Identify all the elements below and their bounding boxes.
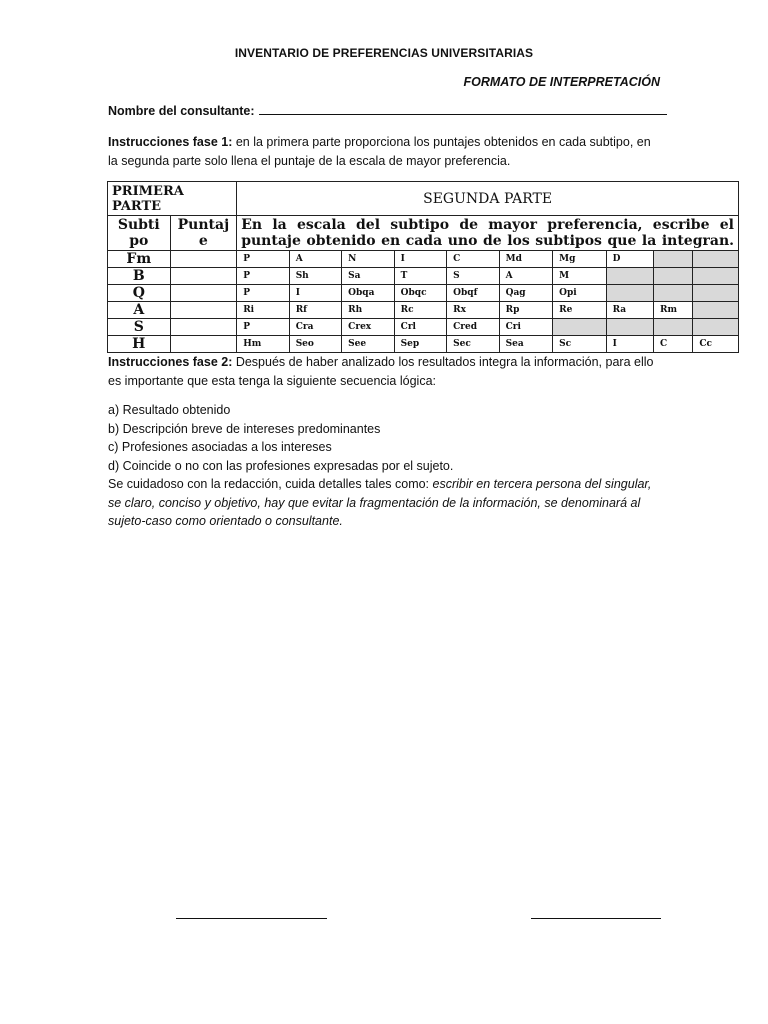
scale-cell[interactable]: Rh — [342, 302, 394, 319]
scale-cell[interactable]: Cri — [499, 319, 552, 336]
subtipo-cell: Fm — [108, 251, 171, 268]
scale-cell[interactable]: P — [237, 268, 289, 285]
puntaje-input-cell[interactable] — [170, 285, 237, 302]
scale-cell[interactable]: Sc — [553, 336, 606, 353]
scale-cell[interactable]: Crl — [394, 319, 446, 336]
scale-cell[interactable]: S — [447, 268, 499, 285]
puntaje-input-cell[interactable] — [170, 319, 237, 336]
scale-cell[interactable]: Opi — [553, 285, 606, 302]
scale-cell[interactable]: N — [342, 251, 394, 268]
scale-cell[interactable]: T — [394, 268, 446, 285]
disabled-cell — [553, 319, 606, 336]
list-item: c) Profesiones asociadas a los intereses — [108, 440, 332, 454]
table-row — [108, 285, 739, 302]
disabled-cell — [654, 285, 693, 302]
scale-cell[interactable]: M — [553, 268, 606, 285]
puntaje-input-cell[interactable] — [170, 302, 237, 319]
scale-cell[interactable]: Cra — [289, 319, 341, 336]
list-item: d) Coincide o no con las profesiones expresadas por el sujeto. — [108, 458, 454, 473]
phase1-instructions — [108, 133, 663, 170]
scale-cell[interactable]: Crex — [342, 319, 394, 336]
subtipo-cell: A — [108, 302, 171, 319]
puntaje-input-cell[interactable] — [170, 251, 237, 268]
scale-cell[interactable]: Cred — [447, 319, 499, 336]
scale-cell[interactable]: Md — [499, 251, 552, 268]
puntaje-input-cell[interactable] — [170, 268, 237, 285]
second-part-header: SEGUNDA PARTE — [237, 182, 739, 216]
disabled-cell — [654, 268, 693, 285]
puntaje-column-header: Puntaj e — [170, 216, 237, 251]
subtipo-cell: H — [108, 336, 171, 353]
consultant-name-label: Nombre del consultante: — [108, 104, 255, 118]
document-title: INVENTARIO DE PREFERENCIAS UNIVERSITARIAS — [234, 46, 534, 60]
sequence-list — [108, 401, 668, 531]
writing-note-prefix: Se cuidadoso con la redacción, cuida detalles tales como: — [108, 477, 433, 491]
phase2-text: Después de haber analizado los resultados integra la información, para ello es importante que esta tenga la siguiente secuencia lógica: — [108, 355, 654, 388]
scale-cell[interactable]: Obqf — [447, 285, 499, 302]
signature-line-right[interactable] — [531, 918, 661, 919]
signature-line-left[interactable] — [176, 918, 327, 919]
scale-cell[interactable]: Hm — [237, 336, 289, 353]
table-row — [108, 336, 739, 353]
scale-cell[interactable]: Obqc — [394, 285, 446, 302]
disabled-cell — [654, 251, 693, 268]
scale-cell[interactable]: P — [237, 251, 289, 268]
list-item: a) Resultado obtenido — [108, 403, 231, 417]
consultant-name-blank[interactable] — [259, 104, 667, 115]
scale-cell[interactable]: P — [237, 319, 289, 336]
scale-cell[interactable]: Rc — [394, 302, 446, 319]
scale-cell[interactable]: Obqa — [342, 285, 394, 302]
scale-cell[interactable]: I — [394, 251, 446, 268]
phase2-instructions — [108, 353, 663, 390]
subtipo-cell: Q — [108, 285, 171, 302]
scale-cell[interactable]: Sa — [342, 268, 394, 285]
disabled-cell — [606, 268, 653, 285]
scale-cell[interactable]: D — [606, 251, 653, 268]
scale-cell[interactable]: Seo — [289, 336, 341, 353]
scale-cell[interactable]: C — [654, 336, 693, 353]
scale-cell[interactable]: Rp — [499, 302, 552, 319]
table-row — [108, 268, 739, 285]
table-row — [108, 251, 739, 268]
scale-cell[interactable]: P — [237, 285, 289, 302]
writing-note-italic: escribir en tercera persona del singular, se claro, conciso y objetivo, hay que evitar la fragmentación de la información, se denominará al sujeto-caso como orientado o consultante. — [108, 477, 652, 528]
disabled-cell — [654, 319, 693, 336]
scale-cell[interactable]: Sep — [394, 336, 446, 353]
scale-cell[interactable]: A — [499, 268, 552, 285]
second-part-instruction: En la escala del subtipo de mayor preferencia, escribe el puntaje obtenido en cada uno de los subtipos que la integran. — [237, 216, 739, 251]
table-row — [108, 319, 739, 336]
phase1-text: en la primera parte proporciona los puntajes obtenidos en cada subtipo, en la segunda parte solo llena el puntaje de la escala de mayor preferencia. — [108, 135, 651, 168]
scale-cell[interactable]: Sea — [499, 336, 552, 353]
scale-cell[interactable]: Mg — [553, 251, 606, 268]
scale-cell[interactable]: See — [342, 336, 394, 353]
scale-cell[interactable]: Rm — [654, 302, 693, 319]
document-subtitle: FORMATO DE INTERPRETACIÓN — [463, 75, 660, 89]
consultant-name-field — [108, 104, 667, 118]
subtipo-column-header: Subti po — [108, 216, 171, 251]
disabled-cell — [606, 285, 653, 302]
scale-cell[interactable]: Re — [553, 302, 606, 319]
scale-cell[interactable]: A — [289, 251, 341, 268]
first-part-header: PRIMERA PARTE — [108, 182, 237, 216]
subtipo-cell: S — [108, 319, 171, 336]
disabled-cell — [693, 302, 739, 319]
disabled-cell — [693, 285, 739, 302]
scale-cell[interactable]: Qag — [499, 285, 552, 302]
scale-cell[interactable]: Ri — [237, 302, 289, 319]
scale-cell[interactable]: Cc — [693, 336, 739, 353]
scale-cell[interactable]: Ra — [606, 302, 653, 319]
list-item: b) Descripción breve de intereses predominantes — [108, 421, 381, 436]
disabled-cell — [693, 268, 739, 285]
scale-cell[interactable]: Rx — [447, 302, 499, 319]
phase2-label: Instrucciones fase 2: — [108, 355, 233, 369]
scale-cell[interactable]: I — [289, 285, 341, 302]
scale-cell[interactable]: C — [447, 251, 499, 268]
disabled-cell — [693, 251, 739, 268]
phase1-label: Instrucciones fase 1: — [108, 135, 233, 149]
subtipo-cell: B — [108, 268, 171, 285]
scale-cell[interactable]: I — [606, 336, 653, 353]
disabled-cell — [606, 319, 653, 336]
scale-cell[interactable]: Sec — [447, 336, 499, 353]
scale-cell[interactable]: Rf — [289, 302, 341, 319]
writing-note — [108, 475, 668, 531]
scores-table — [107, 181, 739, 353]
puntaje-input-cell[interactable] — [170, 336, 237, 353]
table-row — [108, 302, 739, 319]
disabled-cell — [693, 319, 739, 336]
scale-cell[interactable]: Sh — [289, 268, 341, 285]
